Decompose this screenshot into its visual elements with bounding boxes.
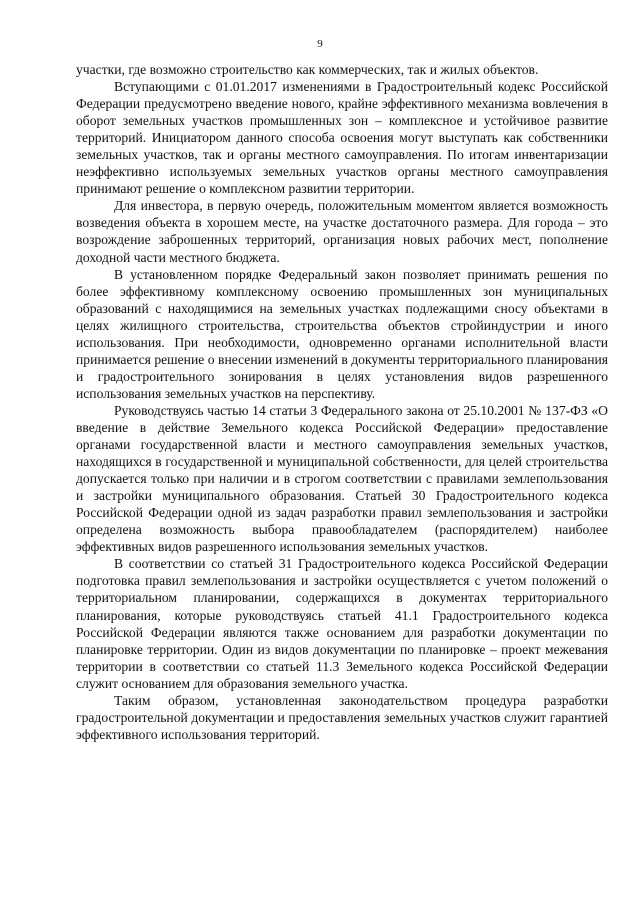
page-number: 9: [317, 38, 323, 50]
paragraph-continuation: участки, где возможно строительство как коммерческих, так и жилых объектов.: [76, 62, 539, 77]
document-body: [76, 61, 608, 743]
paragraph-article-14: Руководствуясь частью 14 статьи 3 Федерального закона от 25.10.2001 № 137-ФЗ «О введение в действие Земельного кодекса Российской Федерации» предоставление органами государственной власти и местного самоуправления земельных участков, находящихся в государственной и муниципальной собственности, для целей строительства допускается только при наличии и в строгом соответствии с правилами землепользования и застройки муниципального образования. Статьей 30 Градостроительного кодекса Российской Федерации одной из задач разработки правил землепользования и застройки определена возможность выбора правообладателем (распорядителем) наиболее эффективных видов разрешенного использования земельных участков.: [76, 402, 608, 555]
paragraph-urban-code-changes: Вступающими с 01.01.2017 изменениями в Градостроительный кодекс Российской Федерации предусмотрено введение нового, крайне эффективного механизма вовлечения в оборот земельных участков промышленных зон – комплексное и устойчивое развитие территорий. Инициатором данного способа освоения могут выступать как собственники земельных участков, так и органы местного самоуправления. По итогам инвентаризации неэффективно используемых земельных участков органы местного самоуправления принимают решение о комплексном развитии территории.: [76, 79, 608, 197]
paragraph-federal-law: В установленном порядке Федеральный закон позволяет принимать решения по более эффективному комплексному освоению промышленных зон муниципальных образований с находящимися на земельных участках подлежащими сносу объектами в целях жилищного строительства, строительства объектов стройиндустрии и иного использования. При необходимости, одновременно органами исполнительной власти принимается решение о внесении изменений в документы территориального планирования и градостроительного зонирования в целях установления видов разрешенного использования земельных участков на перспективу.: [76, 266, 608, 401]
paragraph-article-31: В соответствии со статьей 31 Градостроительного кодекса Российской Федерации подготовка правил землепользования и застройки осуществляется с учетом положений о территориальном планировании, содержащихся в документах территориального планирования, которые руководствуясь статьей 41.1 Градостроительного кодекса Российской Федерации являются также основанием для разработки документации по планировке территории. Один из видов документации по планировке – проект межевания территории в соответствии со статьей 11.3 Земельного кодекса Российской Федерации служит основанием для образования земельного участка.: [76, 556, 608, 691]
paragraph-investor-benefits: Для инвестора, в первую очередь, положительным моментом является возможность возведения объекта в хорошем месте, на участке достаточного размера. Для города – это возрождение заброшенных территорий, организация новых рабочих мест, пополнение доходной части местного бюджета.: [76, 198, 608, 265]
paragraph-conclusion: Таким образом, установленная законодательством процедура разработки градостроительной документации и предоставления земельных участков служит гарантией эффективного использования территорий.: [76, 692, 608, 742]
